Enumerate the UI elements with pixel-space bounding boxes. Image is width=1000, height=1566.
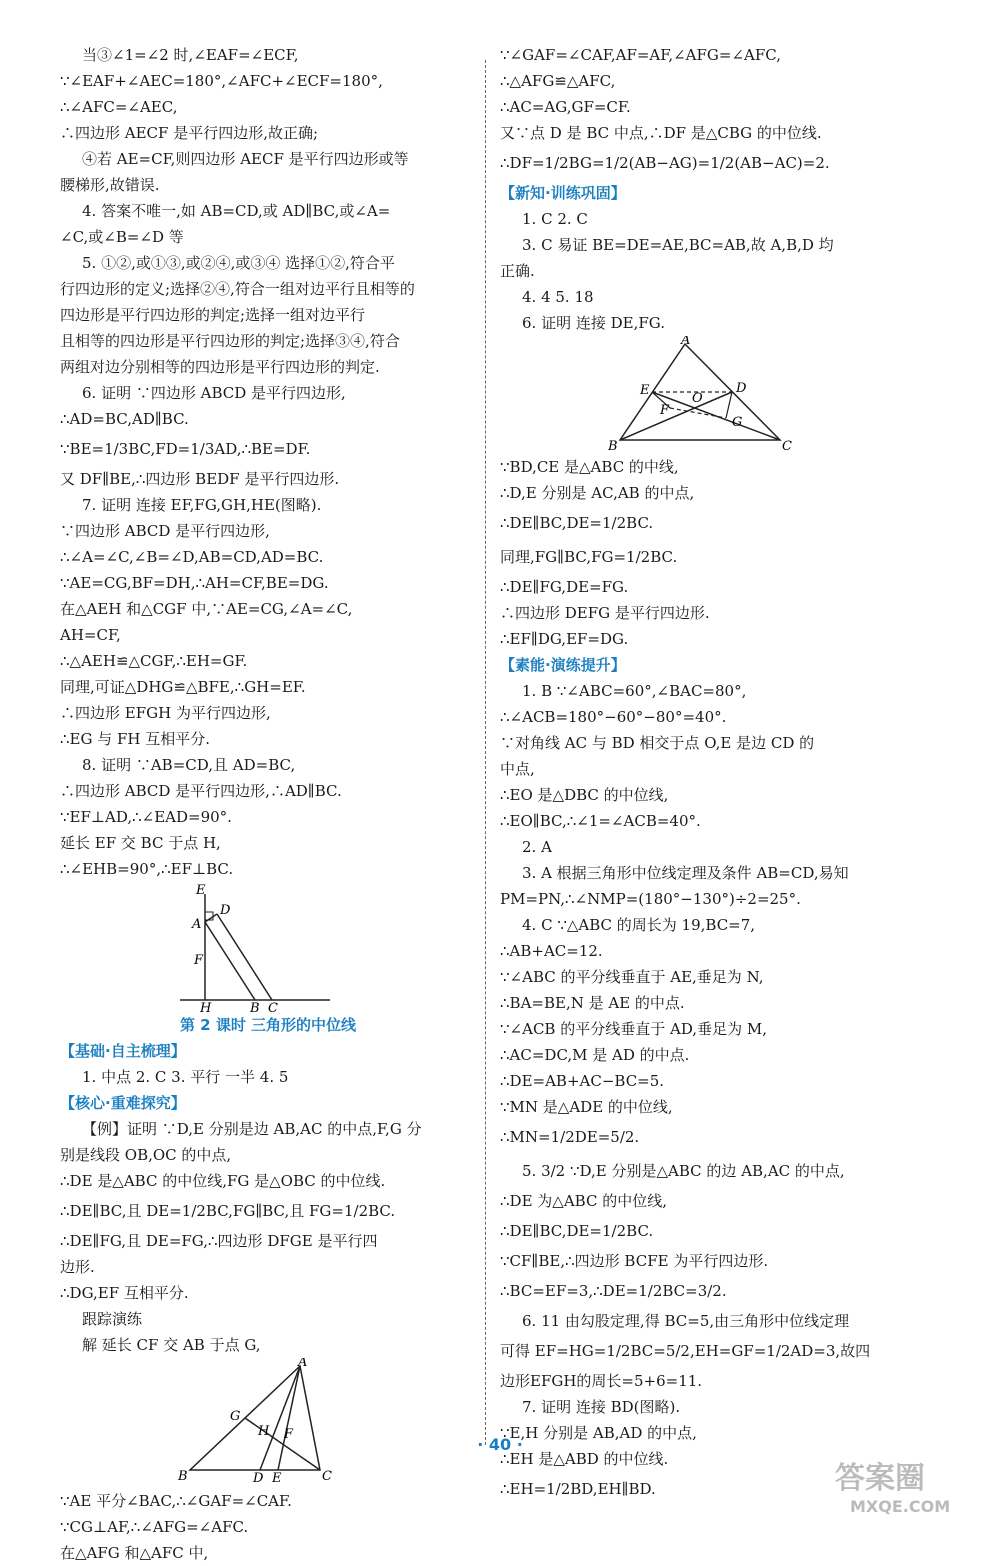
text-line: ∵∠ACB 的平分线垂直于 AD,垂足为 M,	[500, 1020, 767, 1038]
text-line: 4. C ∵△ABC 的周长为 19,BC=7,	[522, 916, 756, 934]
text-line: ∴EH 是△ABD 的中位线.	[500, 1450, 669, 1468]
text-line: 4. 答案不唯一,如 AB=CD,或 AD∥BC,或∠A=	[82, 202, 391, 220]
text-line: 两组对边分别相等的四边形是平行四边形的判定.	[60, 358, 380, 376]
text-line: ∵CF∥BE,∴四边形 BCFE 为平行四边形.	[500, 1252, 769, 1270]
text-line: ∵MN 是△ADE 的中位线,	[500, 1098, 673, 1116]
diagram-label: B	[178, 1469, 188, 1484]
diagram-label: D	[220, 903, 231, 918]
diagram-label: C	[322, 1469, 332, 1484]
text-line: ∠C,或∠B=∠D 等	[60, 228, 184, 246]
text-line: 5. ①②,或①③,或②④,或③④ 选择①②,符合平	[82, 254, 395, 272]
text-line: 又 DF∥BE,∴四边形 BEDF 是平行四边形.	[60, 470, 340, 488]
text-line: 7. 证明 连接 BD(图略).	[522, 1398, 681, 1416]
diagram-label: E	[196, 883, 206, 898]
text-line: 1. 中点 2. C 3. 平行 一半 4. 5	[82, 1068, 289, 1086]
svg-text:答案圈: 答案圈	[835, 1461, 925, 1496]
text-line: 延长 EF 交 BC 于点 H,	[60, 834, 221, 852]
text-line: ∵BE=1/3BC,FD=1/3AD,∴BE=DF.	[60, 440, 311, 458]
text-line: 边形EFGH的周长=5+6=11.	[500, 1372, 703, 1390]
text-line: 正确.	[500, 262, 535, 280]
text-line: ∴EO 是△DBC 的中位线,	[500, 786, 669, 804]
section-heading: 【新知·训练巩固】	[500, 184, 626, 202]
text-line: ∴BA=BE,N 是 AE 的中点.	[500, 994, 685, 1012]
diagram-svg	[60, 882, 480, 1012]
text-line: ∴四边形 EFGH 为平行四边形,	[60, 704, 271, 722]
text-line: ∴DG,EF 互相平分.	[60, 1284, 189, 1302]
text-line: ∴EO∥BC,∴∠1=∠ACB=40°.	[500, 812, 701, 830]
page-number: · 40 ·	[477, 1435, 523, 1454]
text-line: ∴∠EHB=90°,∴EF⊥BC.	[60, 860, 234, 878]
section-heading: 【核心·重难探究】	[60, 1094, 186, 1112]
text-line: 可得 EF=HG=1/2BC=5/2,EH=GF=1/2AD=3,故四	[500, 1342, 871, 1360]
text-line: ∴AD=BC,AD∥BC.	[60, 410, 189, 428]
diagram-label: B	[608, 439, 618, 454]
text-line: ∵CG⊥AF,∴∠AFG=∠AFC.	[60, 1518, 249, 1536]
text-line: 7. 证明 连接 EF,FG,GH,HE(图略).	[82, 496, 322, 514]
text-line: 6. 证明 连接 DE,FG.	[522, 314, 665, 332]
text-line: ∴DE∥FG,DE=FG.	[500, 578, 629, 596]
text-line: 6. 证明 ∵四边形 ABCD 是平行四边形,	[82, 384, 346, 402]
text-line: 4. 4 5. 18	[522, 288, 594, 306]
diagram-label: C	[782, 439, 792, 454]
text-line: ∴MN=1/2DE=5/2.	[500, 1128, 640, 1146]
text-line: 跟踪演练	[82, 1310, 143, 1328]
column-divider	[485, 60, 486, 1445]
text-line: 同理,FG∥BC,FG=1/2BC.	[500, 548, 678, 566]
diagram-label: E	[272, 1471, 282, 1486]
text-line: ∴四边形 ABCD 是平行四边形,∴AD∥BC.	[60, 782, 342, 800]
text-line: ∴EG 与 FH 互相平分.	[60, 730, 211, 748]
lesson-title: 第 2 课时 三角形的中位线	[179, 1016, 357, 1034]
diagram-label: A	[298, 1358, 308, 1370]
text-line: 当③∠1=∠2 时,∠EAF=∠ECF,	[82, 46, 299, 64]
text-line: ∴四边形 DEFG 是平行四边形.	[500, 604, 710, 622]
diagram-label: D	[253, 1471, 264, 1486]
diagram-label: A	[192, 917, 202, 932]
text-line: 8. 证明 ∵AB=CD,且 AD=BC,	[82, 756, 296, 774]
text-line: 3. C 易证 BE=DE=AE,BC=AB,故 A,B,D 均	[522, 236, 834, 254]
text-line: 且相等的四边形是平行四边形的判定;选择③④,符合	[60, 332, 400, 350]
text-line: ∴BC=EF=3,∴DE=1/2BC=3/2.	[500, 1282, 727, 1300]
text-line: 边形.	[60, 1258, 95, 1276]
text-line: ∵对角线 AC 与 BD 相交于点 O,E 是边 CD 的	[500, 734, 815, 752]
diagram-label: O	[692, 391, 703, 406]
text-line: 中点,	[500, 760, 535, 778]
text-line: ∵AE 平分∠BAC,∴∠GAF=∠CAF.	[60, 1492, 292, 1510]
text-line: 1. C 2. C	[522, 210, 588, 228]
text-line: ∴DE 为△ABC 的中位线,	[500, 1192, 667, 1210]
left-column	[60, 42, 476, 1566]
text-line: ∵∠EAF+∠AEC=180°,∠AFC+∠ECF=180°,	[60, 72, 383, 90]
text-line: ∴DE∥BC,DE=1/2BC.	[500, 1222, 654, 1240]
diagram-svg	[60, 1358, 480, 1488]
diagram-label: F	[284, 1427, 294, 1442]
text-line: ∴DE∥FG,且 DE=FG,∴四边形 DFGE 是平行四	[60, 1232, 378, 1250]
text-line: 1. B ∵∠ABC=60°,∠BAC=80°,	[522, 682, 747, 700]
text-line: 行四边形的定义;选择②④,符合一组对边平行且相等的	[60, 280, 415, 298]
diagram-label: H	[200, 1001, 212, 1012]
watermark-logo	[820, 1450, 990, 1520]
text-line: 同理,可证△DHG≌△BFE,∴GH=EF.	[60, 678, 306, 696]
diagram-label: G	[230, 1409, 241, 1424]
text-line: 【例】证明 ∵D,E 分别是边 AB,AC 的中点,F,G 分	[82, 1120, 422, 1138]
text-line: 3. A 根据三角形中位线定理及条件 AB=CD,易知	[522, 864, 849, 882]
text-line: 5. 3/2 ∵D,E 分别是△ABC 的边 AB,AC 的中点,	[522, 1162, 845, 1180]
section-heading: 【基础·自主梳理】	[60, 1042, 186, 1060]
text-line: ∵E,H 分别是 AB,AD 的中点,	[500, 1424, 697, 1442]
text-line: 解 延长 CF 交 AB 于点 G,	[82, 1336, 261, 1354]
text-line: 2. A	[522, 838, 552, 856]
text-line: ∵EF⊥AD,∴∠EAD=90°.	[60, 808, 232, 826]
figure-triangle-diagram	[60, 1358, 476, 1488]
text-line: ∴EH=1/2BD,EH∥BD.	[500, 1480, 656, 1498]
text-line: ∴AC=DC,M 是 AD 的中点.	[500, 1046, 690, 1064]
text-line: 四边形是平行四边形的判定;选择一组对边平行	[60, 306, 366, 324]
right-column	[500, 42, 920, 1506]
figure-triangle-medians	[500, 336, 920, 454]
text-line: PM=PN,∴∠NMP=(180°−130°)÷2=25°.	[500, 890, 801, 908]
diagram-label: F	[194, 953, 204, 968]
text-line: ∴△AEH≌△CGF,∴EH=GF.	[60, 652, 248, 670]
text-line: ∴四边形 AECF 是平行四边形,故正确;	[60, 124, 319, 142]
text-line: ∴DE∥BC,DE=1/2BC.	[500, 514, 654, 532]
figure-rectangle-diagram	[60, 882, 476, 1012]
text-line: 在△AFG 和△AFC 中,	[60, 1544, 209, 1562]
diagram-label: C	[268, 1001, 278, 1012]
text-line: ∴∠ACB=180°−60°−80°=40°.	[500, 708, 727, 726]
diagram-label: A	[681, 336, 691, 348]
text-line: ∵四边形 ABCD 是平行四边形,	[60, 522, 270, 540]
text-line: ∵∠GAF=∠CAF,AF=AF,∠AFG=∠AFC,	[500, 46, 781, 64]
text-line: ∴∠AFC=∠AEC,	[60, 98, 178, 116]
text-line: ∴DE∥BC,且 DE=1/2BC,FG∥BC,且 FG=1/2BC.	[60, 1202, 396, 1220]
text-line: ∴D,E 分别是 AC,AB 的中点,	[500, 484, 695, 502]
text-line: ∴△AFG≌△AFC,	[500, 72, 616, 90]
text-line: 又∵点 D 是 BC 中点,∴DF 是△CBG 的中位线.	[500, 124, 822, 142]
text-line: ∴∠A=∠C,∠B=∠D,AB=CD,AD=BC.	[60, 548, 324, 566]
text-line: ∴DF=1/2BG=1/2(AB−AG)=1/2(AB−AC)=2.	[500, 154, 830, 172]
diagram-label: H	[258, 1424, 270, 1439]
diagram-label: E	[640, 383, 650, 398]
text-line: 在△AEH 和△CGF 中,∵AE=CG,∠A=∠C,	[60, 600, 353, 618]
diagram-label: F	[660, 403, 670, 418]
text-line: ∵∠ABC 的平分线垂直于 AE,垂足为 N,	[500, 968, 764, 986]
section-heading: 【素能·演练提升】	[500, 656, 626, 674]
text-line: 6. 11 由勾股定理,得 BC=5,由三角形中位线定理	[522, 1312, 850, 1330]
text-line: 腰梯形,故错误.	[60, 176, 160, 194]
text-line: ∵AE=CG,BF=DH,∴AH=CF,BE=DG.	[60, 574, 329, 592]
text-line: ∴AB+AC=12.	[500, 942, 603, 960]
text-line: AH=CF,	[60, 626, 121, 644]
diagram-label: D	[736, 381, 747, 396]
text-line: ④若 AE=CF,则四边形 AECF 是平行四边形或等	[82, 150, 409, 168]
text-line: ∴DE=AB+AC−BC=5.	[500, 1072, 665, 1090]
text-line: ∵BD,CE 是△ABC 的中线,	[500, 458, 679, 476]
svg-text:MXQE.COM: MXQE.COM	[850, 1497, 951, 1516]
text-line: ∴DE 是△ABC 的中位线,FG 是△OBC 的中位线.	[60, 1172, 386, 1190]
text-line: ∴EF∥DG,EF=DG.	[500, 630, 629, 648]
diagram-label: G	[732, 415, 743, 430]
text-line: ∴AC=AG,GF=CF.	[500, 98, 631, 116]
text-line: 别是线段 OB,OC 的中点,	[60, 1146, 232, 1164]
diagram-label: B	[250, 1001, 260, 1012]
diagram-svg	[500, 336, 920, 454]
